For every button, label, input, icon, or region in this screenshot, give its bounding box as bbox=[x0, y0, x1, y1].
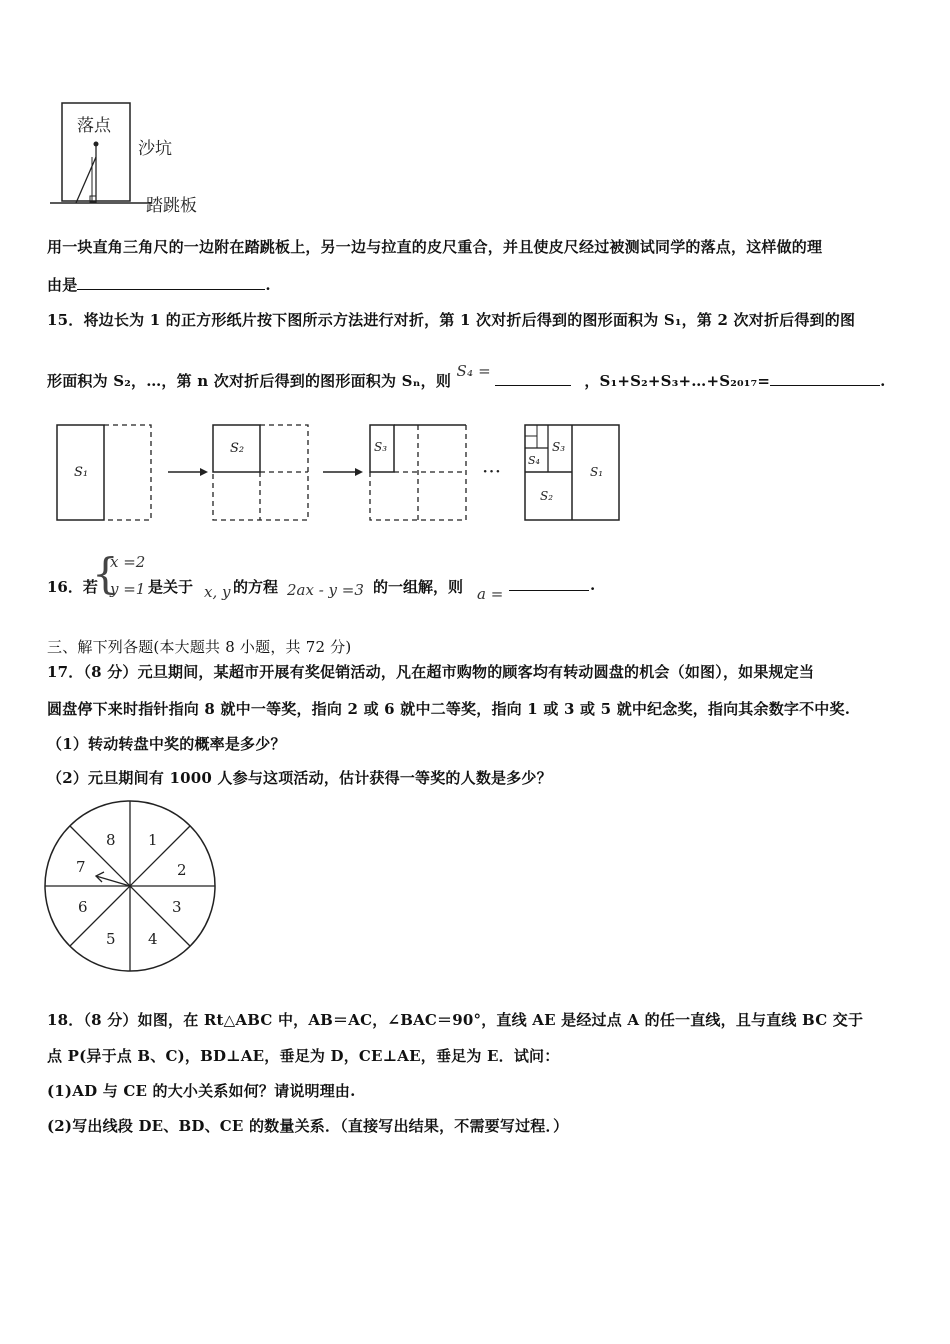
q16-eq-x: x =2 bbox=[110, 553, 146, 571]
q14-line2-suffix: . bbox=[265, 276, 271, 294]
q16-eq-y: y =1 bbox=[110, 580, 146, 598]
fold3-s3-label: S₃ bbox=[374, 440, 388, 454]
folding-figure bbox=[50, 418, 630, 528]
arrow1-head bbox=[200, 468, 208, 476]
q16-a-expr: a = bbox=[477, 585, 504, 603]
q16-row bbox=[47, 548, 927, 608]
fold-dots: ··· bbox=[482, 459, 502, 483]
q17-line1: 17．（8 分）元旦期间，某超市开展有奖促销活动，凡在超市购物的顾客均有转动圆盘的机会（如图），如果规定当 bbox=[47, 663, 815, 681]
q14-line1: 用一块直角三角尺的一边附在踏跳板上，另一边与拉直的皮尺重合，并且使皮尺经过被测试同学的落点，这样做的理 bbox=[47, 238, 823, 256]
wheel-number-1: 1 bbox=[148, 831, 158, 849]
fold1-dashed bbox=[104, 425, 151, 520]
fold2-dashed-inner bbox=[260, 472, 308, 520]
system-brace: { bbox=[92, 549, 119, 598]
q18-line1: 18．（8 分）如图，在 Rt△ABC 中，AB＝AC，∠BAC＝90°，直线 AE 是经过点 A 的任一直线，且与直线 BC 交于 bbox=[47, 1011, 864, 1029]
q15-line2-prefix: 形面积为 S₂，…，第 n 次对折后得到的图形面积为 Sₙ，则 bbox=[47, 372, 452, 390]
q16-mid3: 的一组解，则 bbox=[373, 578, 464, 596]
sandpit-figure bbox=[40, 95, 230, 220]
q16-equation: 2ax - y =3 bbox=[287, 581, 364, 599]
q16-prefix: 16．若 bbox=[47, 578, 98, 596]
section3-heading: 三、解下列各题(本大题共 8 小题，共 72 分) bbox=[47, 638, 352, 656]
q16-suffix: . bbox=[590, 576, 596, 594]
wheel-number-2: 2 bbox=[177, 861, 187, 879]
q14-line2 bbox=[47, 274, 271, 295]
wheel-number-8: 8 bbox=[106, 831, 116, 849]
wheel-number-7: 7 bbox=[76, 858, 86, 876]
q17-sub1: （1）转动转盘中奖的概率是多少？ bbox=[47, 735, 286, 753]
q15-sum-blank[interactable] bbox=[770, 371, 880, 386]
q16-vars: x, y bbox=[204, 583, 231, 601]
wheel-number-4: 4 bbox=[148, 930, 158, 948]
q15-line1: 15．将边长为 1 的正方形纸片按下图所示方法进行对折，第 1 次对折后得到的图形面积为 S₁，第 2 次对折后得到的图 bbox=[47, 311, 856, 329]
q17-sub2: （2）元旦期间有 1000 人参与这项活动，估计获得一等奖的人数是多少？ bbox=[47, 769, 552, 787]
fold4-s1-label: S₁ bbox=[590, 465, 604, 479]
q16-mid2: 的方程 bbox=[233, 578, 279, 596]
fold4-s2-label: S₂ bbox=[540, 489, 554, 503]
q18-line2: 点 P(异于点 B、C)，BD⊥AE，垂足为 D，CE⊥AE，垂足为 E．试问： bbox=[47, 1047, 560, 1065]
q15-s4-blank[interactable] bbox=[495, 371, 571, 386]
q15-s4-expr: S₄ = bbox=[456, 362, 491, 380]
q15-line2-mid: ，S₁+S₂+S₃+…+S₂₀₁₇= bbox=[584, 372, 771, 390]
arrow2-head bbox=[355, 468, 363, 476]
q15-line2-suffix: . bbox=[880, 372, 886, 390]
q18-sub1: (1)AD 与 CE 的大小关系如何？请说明理由. bbox=[47, 1082, 356, 1100]
prize-wheel bbox=[40, 798, 230, 978]
wheel-number-6: 6 bbox=[78, 898, 88, 916]
wheel-number-5: 5 bbox=[106, 930, 116, 948]
sandpit-label: 沙坑 bbox=[138, 139, 172, 159]
q18-sub2: (2)写出线段 DE、BD、CE 的数量关系．（直接写出结果，不需要写过程．） bbox=[47, 1117, 569, 1135]
fold2-s2-label: S₂ bbox=[230, 441, 245, 456]
q15-line2 bbox=[47, 362, 886, 391]
wheel-number-3: 3 bbox=[172, 898, 182, 916]
fold4-s3-label: S₃ bbox=[552, 440, 566, 454]
landing-label: 落点 bbox=[77, 116, 111, 136]
fold4-s4-label: S₄ bbox=[528, 454, 540, 467]
q14-answer-blank[interactable] bbox=[77, 275, 265, 290]
q16-answer-blank[interactable] bbox=[509, 576, 589, 591]
board-label: 踏跳板 bbox=[146, 196, 197, 216]
q14-line2-prefix: 由是 bbox=[47, 276, 78, 294]
fold1-s1-label: S₁ bbox=[74, 465, 89, 480]
q17-line2: 圆盘停下来时指针指向 8 就中一等奖，指向 2 或 6 就中二等奖，指向 1 或 3 或 5 就中纪念奖，指向其余数字不中奖. bbox=[47, 700, 851, 718]
q16-mid1: 是关于 bbox=[148, 578, 194, 596]
